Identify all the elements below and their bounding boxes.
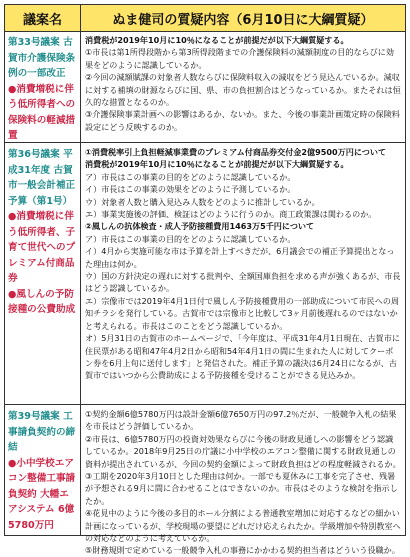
- question-paragraph: ウ）国の方針決定の遅れに対する批判や、全額国庫負担を求める声が強くあるが、市長はどう認識しているか。: [85, 271, 401, 294]
- question-paragraph: 消費税が2019年10月に10％になることが前提だが以下大綱質疑する。: [85, 159, 349, 170]
- bill-section-36: [4, 143, 406, 405]
- bill-section-39: [4, 405, 406, 556]
- question-content-header: ぬま健司の質疑内容（6月10日に大綱質疑）: [81, 5, 405, 31]
- question-paragraph: ①契約金額6億5780万円は設計金額6億7650万円の97.2％だが、一般競争入札の結果を市長はどう評価しているか。: [85, 409, 397, 432]
- question-cell: [81, 405, 405, 556]
- question-cell: [81, 143, 405, 404]
- question-paragraph: ②今回の減額賦課の対象者人数ならびに保険料収入の減収をどう見込んでいるか。減収に対する補填の財源ならびに国、県、市の負担割合はどうなっているか。またそれは恒久的な措置となるのか。: [85, 72, 401, 108]
- question-paragraph: ②風しんの抗体検査・成人予防接種費用1463万5千円について: [85, 221, 315, 232]
- question-paragraph: ②市長は、6億5780万円の投資対効果ならびに今後の財政見通しへの影響をどう認識しているか。2018年9月25日の庁議に小中学校のエアコン整備に関する財政見通しの資料が提出されているが、今回の契約金額によって財政負担はどの程度軽減されるか。: [85, 433, 401, 469]
- question-paragraph: イ）市長はこの事業の効果をどのように予測しているか。: [85, 184, 296, 195]
- table-header-row: [4, 4, 406, 32]
- question-paragraph: ア）市長はこの事業の目的をどのように認識しているか。: [85, 233, 296, 244]
- question-paragraph: ③介護保険事業計画への影響はあるか、ないか。また、今後の事業計画策定時の保険料設定にどう反映するのか。: [85, 109, 400, 132]
- question-paragraph: イ）4月から実施可能な市は予算を計上すべきだが、6月議会での補正予算提出となった理由は何か。: [85, 246, 395, 269]
- question-paragraph: 消費税が2019年10月に10％になることが前提だが以下大綱質疑する。: [85, 35, 349, 45]
- question-paragraph: ア）市長はこの事業の目的をどのように認識しているか。: [85, 171, 296, 182]
- page: [4, 4, 406, 556]
- bill-topic-label: ●消費増税に伴う低所得者、子育て世代へのプレミアム付商品券: [8, 211, 76, 284]
- bill-title-label: 第36号議案 平成31年度 古賀市一般会計補正予算（第1号）: [8, 149, 76, 207]
- question-paragraph: ⑤財務規則で定めている一般競争入札の事務にかかわる契約担当者はどういう役職か。: [85, 545, 400, 556]
- question-paragraph: ③工期を2020年3月10日とした理由は何か。一部でも夏休みに工事を完了させ、残暑が予想される9月に間に合わせることはできないのか。市長はそのような検討を指示したか。: [85, 471, 398, 506]
- bill-topic-label: ●消費増税に伴う低所得者への保険料の軽減措置: [8, 83, 76, 141]
- question-paragraph: ①消費税率引上負担軽減事業費のプレミアム付商品券交付金2億9500万円について: [85, 147, 387, 157]
- question-paragraph: ④花見中のように今後の多目的ホール分割による普通教室増加に対応するなどの細かい計画になっているが、学校現場の要望にどれだけ応えられたか。学級増加や特別教室への対応などのように考えているか。: [85, 508, 401, 544]
- bill-name-cell: [5, 405, 81, 535]
- bill-topic-label: ●小中学校エアコン整備工事請負契約 大幡エアシステム 6億5780万円: [8, 457, 76, 531]
- question-paragraph: エ）宗像市では2019年4月1日付で風しん予防接種費用の一部助成について市民への周知チラシを発行している。古賀市では宗像市と比較して3ヶ月前後遅れるのではないかと考えられる。市長はこのことをどう認識しているか。: [85, 295, 400, 331]
- bill-section-33: [4, 31, 406, 143]
- bill-name-cell: [5, 31, 81, 142]
- question-paragraph: ①市長は第1所得段階から第3所得段階までの介護保険料の減額制度の目的ならびに効果をどのように認識しているか。: [85, 47, 394, 70]
- bill-name-cell: [5, 143, 81, 404]
- bill-topic-label: ●風しんの予防接種の公費助成: [8, 288, 76, 315]
- bill-title-label: 第39号議案 工事請負契約の締結: [8, 411, 76, 453]
- bill-title-label: 第33号議案 古賀市介護保険条例の一部改正: [8, 37, 76, 79]
- question-paragraph: オ）5月31日の古賀市のホームページで、「今年度は、平成31年4月1日現在、古賀市に住民票がある昭和47年4月2日から昭和54年4月1日の間に生まれた人に対してクーポン券を6月上旬に送付します」と発信された。補正予算の議決は6月24日になるが、古賀市ではいつから公費助成による予防接種を受けることができる見込みか。: [85, 333, 400, 381]
- question-paragraph: ウ）対象者人数と購入見込み人数をどのように推計しているか。: [85, 196, 320, 207]
- question-cell: [81, 31, 405, 142]
- question-paragraph: エ）事業実施後の評価、検証はどのように行うのか。商工政策課は関わるのか。: [85, 209, 377, 220]
- bill-name-header: 議案名: [5, 5, 81, 31]
